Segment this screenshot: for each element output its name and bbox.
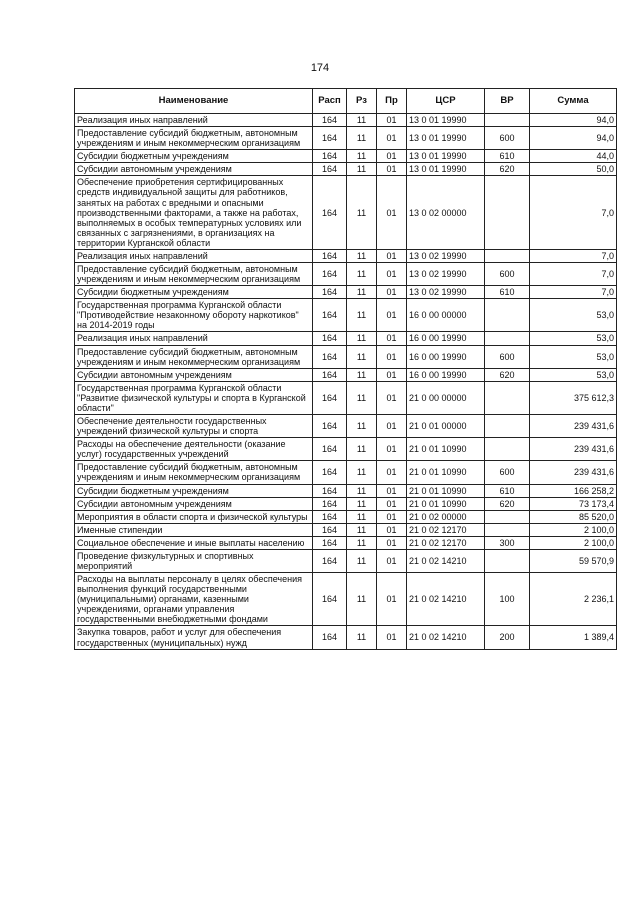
table-row <box>75 536 617 549</box>
table-row <box>75 523 617 536</box>
cell-pr: 01 <box>377 286 407 299</box>
cell-sum: 2 236,1 <box>530 573 617 626</box>
cell-sum: 94,0 <box>530 127 617 150</box>
cell-rz: 11 <box>347 461 377 484</box>
table-row <box>75 484 617 497</box>
table-row <box>75 438 617 461</box>
cell-csr: 16 0 00 19990 <box>407 368 485 381</box>
cell-name: Субсидии автономным учреждениям <box>75 497 313 510</box>
cell-csr: 13 0 01 19990 <box>407 150 485 163</box>
table-row <box>75 461 617 484</box>
cell-csr: 21 0 02 12170 <box>407 523 485 536</box>
cell-name: Мероприятия в области спорта и физической культуры <box>75 510 313 523</box>
cell-sum: 73 173,4 <box>530 497 617 510</box>
column-header-rasp: Расп <box>313 89 347 114</box>
cell-vr: 620 <box>485 163 530 176</box>
cell-name: Субсидии бюджетным учреждениям <box>75 150 313 163</box>
cell-rz: 11 <box>347 523 377 536</box>
cell-vr: 620 <box>485 497 530 510</box>
cell-vr: 300 <box>485 536 530 549</box>
cell-vr <box>485 332 530 345</box>
cell-rz: 11 <box>347 332 377 345</box>
cell-name: Расходы на обеспечение деятельности (оказание услуг) государственных учреждений <box>75 438 313 461</box>
cell-csr: 13 0 01 19990 <box>407 163 485 176</box>
cell-rasp: 164 <box>313 626 347 649</box>
cell-pr: 01 <box>377 176 407 250</box>
cell-csr: 21 0 01 00000 <box>407 415 485 438</box>
cell-pr: 01 <box>377 299 407 332</box>
cell-sum: 85 520,0 <box>530 510 617 523</box>
cell-rz: 11 <box>347 176 377 250</box>
cell-sum: 1 389,4 <box>530 626 617 649</box>
column-header-name: Наименование <box>75 89 313 114</box>
cell-rasp: 164 <box>313 381 347 414</box>
cell-rz: 11 <box>347 438 377 461</box>
cell-rasp: 164 <box>313 249 347 262</box>
table-row <box>75 299 617 332</box>
table-row <box>75 626 617 649</box>
cell-pr: 01 <box>377 461 407 484</box>
cell-name: Обеспечение приобретения сертифицированных средств индивидуальной защиты для работников, занятых на работах с вредными и опасными производственными факторами, а также на работах, выполняемых в особых температурных условиях или связанных с загрязнениями, в организациях на территории Курганской области <box>75 176 313 250</box>
cell-rz: 11 <box>347 536 377 549</box>
cell-rasp: 164 <box>313 263 347 286</box>
cell-csr: 21 0 01 10990 <box>407 461 485 484</box>
cell-rz: 11 <box>347 263 377 286</box>
cell-rz: 11 <box>347 415 377 438</box>
cell-rasp: 164 <box>313 549 347 572</box>
table-header-row <box>75 89 617 114</box>
cell-rasp: 164 <box>313 332 347 345</box>
cell-sum: 239 431,6 <box>530 438 617 461</box>
cell-sum: 375 612,3 <box>530 381 617 414</box>
table-row <box>75 163 617 176</box>
cell-rz: 11 <box>347 345 377 368</box>
cell-vr: 600 <box>485 263 530 286</box>
cell-pr: 01 <box>377 381 407 414</box>
column-header-pr: Пр <box>377 89 407 114</box>
cell-name: Реализация иных направлений <box>75 249 313 262</box>
cell-rasp: 164 <box>313 163 347 176</box>
table-row <box>75 415 617 438</box>
cell-rasp: 164 <box>313 299 347 332</box>
cell-pr: 01 <box>377 114 407 127</box>
cell-csr: 21 0 02 00000 <box>407 510 485 523</box>
cell-rasp: 164 <box>313 510 347 523</box>
table-row <box>75 497 617 510</box>
cell-name: Предоставление субсидий бюджетным, автономным учреждениям и иным некоммерческим организациям <box>75 127 313 150</box>
column-header-rz: Рз <box>347 89 377 114</box>
cell-csr: 13 0 01 19990 <box>407 114 485 127</box>
cell-pr: 01 <box>377 484 407 497</box>
cell-sum: 44,0 <box>530 150 617 163</box>
cell-vr <box>485 176 530 250</box>
cell-pr: 01 <box>377 536 407 549</box>
table-row <box>75 549 617 572</box>
cell-rz: 11 <box>347 549 377 572</box>
cell-vr <box>485 523 530 536</box>
cell-pr: 01 <box>377 415 407 438</box>
cell-rasp: 164 <box>313 286 347 299</box>
cell-pr: 01 <box>377 549 407 572</box>
cell-sum: 7,0 <box>530 263 617 286</box>
cell-vr <box>485 415 530 438</box>
cell-pr: 01 <box>377 573 407 626</box>
table-row <box>75 510 617 523</box>
table-row <box>75 249 617 262</box>
cell-csr: 21 0 02 12170 <box>407 536 485 549</box>
cell-rz: 11 <box>347 497 377 510</box>
cell-rasp: 164 <box>313 345 347 368</box>
cell-rz: 11 <box>347 249 377 262</box>
cell-rasp: 164 <box>313 438 347 461</box>
cell-vr: 100 <box>485 573 530 626</box>
cell-name: Предоставление субсидий бюджетным, автономным учреждениям и иным некоммерческим организациям <box>75 461 313 484</box>
cell-vr: 200 <box>485 626 530 649</box>
cell-csr: 21 0 02 14210 <box>407 549 485 572</box>
cell-rz: 11 <box>347 150 377 163</box>
cell-vr: 600 <box>485 461 530 484</box>
cell-name: Социальное обеспечение и иные выплаты населению <box>75 536 313 549</box>
page-number: 174 <box>310 62 330 74</box>
cell-sum: 53,0 <box>530 345 617 368</box>
cell-pr: 01 <box>377 510 407 523</box>
table-row <box>75 150 617 163</box>
cell-vr: 610 <box>485 286 530 299</box>
cell-vr: 610 <box>485 150 530 163</box>
table-row <box>75 573 617 626</box>
table-row <box>75 332 617 345</box>
cell-rasp: 164 <box>313 114 347 127</box>
table-body <box>75 114 617 650</box>
cell-sum: 50,0 <box>530 163 617 176</box>
cell-pr: 01 <box>377 368 407 381</box>
table-row <box>75 114 617 127</box>
cell-csr: 13 0 01 19990 <box>407 127 485 150</box>
cell-sum: 53,0 <box>530 368 617 381</box>
cell-csr: 16 0 00 19990 <box>407 332 485 345</box>
cell-name: Закупка товаров, работ и услуг для обеспечения государственных (муниципальных) нужд <box>75 626 313 649</box>
table-row <box>75 286 617 299</box>
cell-csr: 16 0 00 19990 <box>407 345 485 368</box>
table-row <box>75 176 617 250</box>
cell-name: Реализация иных направлений <box>75 332 313 345</box>
cell-sum: 53,0 <box>530 299 617 332</box>
cell-pr: 01 <box>377 249 407 262</box>
cell-vr: 620 <box>485 368 530 381</box>
cell-rasp: 164 <box>313 176 347 250</box>
cell-sum: 2 100,0 <box>530 536 617 549</box>
cell-pr: 01 <box>377 163 407 176</box>
cell-sum: 7,0 <box>530 286 617 299</box>
cell-csr: 13 0 02 19990 <box>407 286 485 299</box>
cell-rz: 11 <box>347 299 377 332</box>
cell-rz: 11 <box>347 368 377 381</box>
cell-vr <box>485 114 530 127</box>
cell-name: Проведение физкультурных и спортивных мероприятий <box>75 549 313 572</box>
cell-sum: 94,0 <box>530 114 617 127</box>
cell-name: Субсидии автономным учреждениям <box>75 163 313 176</box>
table-row <box>75 127 617 150</box>
cell-csr: 21 0 01 10990 <box>407 497 485 510</box>
cell-name: Расходы на выплаты персоналу в целях обеспечения выполнения функций государственными (муниципальными) органами, казенными учреждениями, органами управления государственными внебюджетными фондами <box>75 573 313 626</box>
cell-vr <box>485 249 530 262</box>
cell-vr <box>485 381 530 414</box>
cell-vr: 600 <box>485 345 530 368</box>
column-header-sum: Сумма <box>530 89 617 114</box>
cell-pr: 01 <box>377 150 407 163</box>
cell-sum: 239 431,6 <box>530 461 617 484</box>
cell-sum: 7,0 <box>530 176 617 250</box>
cell-name: Государственная программа Курганской области "Противодействие незаконному обороту наркотиков" на 2014-2019 годы <box>75 299 313 332</box>
cell-sum: 59 570,9 <box>530 549 617 572</box>
cell-csr: 21 0 01 10990 <box>407 484 485 497</box>
cell-csr: 13 0 02 19990 <box>407 249 485 262</box>
cell-rasp: 164 <box>313 484 347 497</box>
cell-name: Государственная программа Курганской области "Развитие физической культуры и спорта в Курганской области" <box>75 381 313 414</box>
cell-sum: 239 431,6 <box>530 415 617 438</box>
cell-pr: 01 <box>377 263 407 286</box>
cell-sum: 166 258,2 <box>530 484 617 497</box>
cell-name: Предоставление субсидий бюджетным, автономным учреждениям и иным некоммерческим организациям <box>75 263 313 286</box>
cell-name: Предоставление субсидий бюджетным, автономным учреждениям и иным некоммерческим организациям <box>75 345 313 368</box>
column-header-vr: ВР <box>485 89 530 114</box>
cell-rz: 11 <box>347 114 377 127</box>
cell-pr: 01 <box>377 127 407 150</box>
cell-rz: 11 <box>347 484 377 497</box>
cell-sum: 53,0 <box>530 332 617 345</box>
cell-vr: 600 <box>485 127 530 150</box>
cell-csr: 21 0 00 00000 <box>407 381 485 414</box>
table-row <box>75 263 617 286</box>
column-header-csr: ЦСР <box>407 89 485 114</box>
cell-vr: 610 <box>485 484 530 497</box>
cell-name: Именные стипендии <box>75 523 313 536</box>
cell-csr: 21 0 02 14210 <box>407 626 485 649</box>
cell-rasp: 164 <box>313 415 347 438</box>
cell-name: Реализация иных направлений <box>75 114 313 127</box>
cell-csr: 16 0 00 00000 <box>407 299 485 332</box>
cell-pr: 01 <box>377 626 407 649</box>
cell-rz: 11 <box>347 127 377 150</box>
cell-pr: 01 <box>377 345 407 368</box>
cell-rasp: 164 <box>313 461 347 484</box>
cell-rasp: 164 <box>313 368 347 381</box>
cell-csr: 13 0 02 19990 <box>407 263 485 286</box>
cell-name: Субсидии бюджетным учреждениям <box>75 286 313 299</box>
cell-rz: 11 <box>347 573 377 626</box>
cell-pr: 01 <box>377 523 407 536</box>
cell-csr: 13 0 02 00000 <box>407 176 485 250</box>
cell-sum: 2 100,0 <box>530 523 617 536</box>
cell-sum: 7,0 <box>530 249 617 262</box>
budget-table <box>74 88 617 650</box>
cell-pr: 01 <box>377 332 407 345</box>
cell-rasp: 164 <box>313 127 347 150</box>
cell-vr <box>485 510 530 523</box>
cell-rz: 11 <box>347 286 377 299</box>
cell-csr: 21 0 02 14210 <box>407 573 485 626</box>
cell-rasp: 164 <box>313 150 347 163</box>
cell-rasp: 164 <box>313 497 347 510</box>
table-row <box>75 345 617 368</box>
cell-pr: 01 <box>377 438 407 461</box>
cell-name: Субсидии бюджетным учреждениям <box>75 484 313 497</box>
cell-rasp: 164 <box>313 536 347 549</box>
cell-csr: 21 0 01 10990 <box>407 438 485 461</box>
cell-rasp: 164 <box>313 523 347 536</box>
cell-vr <box>485 299 530 332</box>
cell-pr: 01 <box>377 497 407 510</box>
cell-name: Обеспечение деятельности государственных учреждений физической культуры и спорта <box>75 415 313 438</box>
cell-vr <box>485 549 530 572</box>
cell-rz: 11 <box>347 626 377 649</box>
cell-vr <box>485 438 530 461</box>
cell-rz: 11 <box>347 510 377 523</box>
cell-rz: 11 <box>347 381 377 414</box>
table-row <box>75 381 617 414</box>
cell-name: Субсидии автономным учреждениям <box>75 368 313 381</box>
cell-rz: 11 <box>347 163 377 176</box>
table-row <box>75 368 617 381</box>
cell-rasp: 164 <box>313 573 347 626</box>
